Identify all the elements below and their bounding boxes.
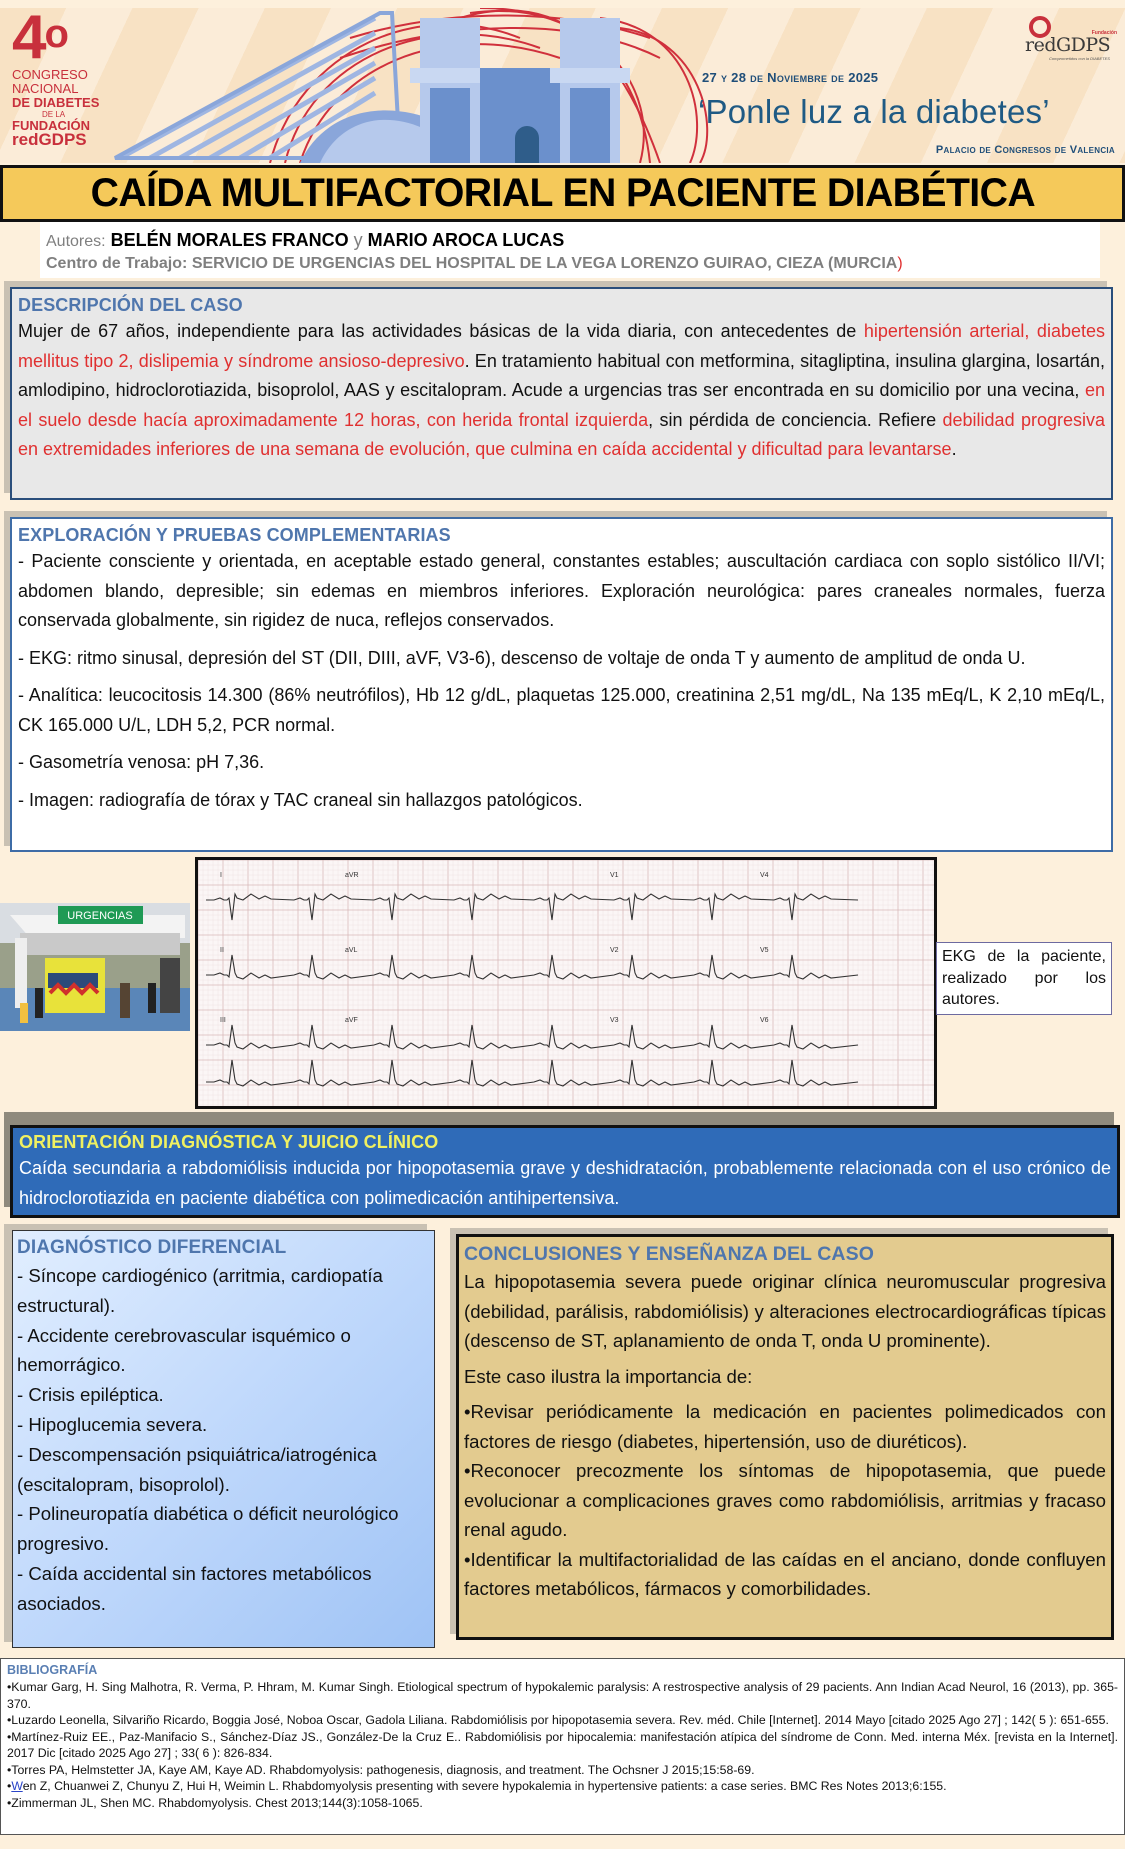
hospital-emergency-photo	[0, 903, 190, 1031]
exploration-item: - Imagen: radiografía de tórax y TAC craneal sin hallazgos patológicos.	[18, 789, 583, 810]
ekg-lead-label: V6	[760, 1017, 769, 1024]
ekg-lead-label: III	[220, 1017, 226, 1024]
ekg-lead-label: V2	[610, 947, 619, 954]
ekg-lead-label: V4	[760, 872, 769, 879]
poster-title-bar	[0, 165, 1125, 222]
ekg-lead-label: II	[220, 947, 224, 954]
ekg-trace	[206, 1025, 858, 1049]
valencia-architecture-illustration	[0, 8, 1125, 163]
ekg-lead-label: I	[220, 872, 222, 879]
ekg-trace	[206, 894, 858, 920]
author-name: MARIO AROCA LUCAS	[367, 230, 565, 250]
event-date: 27 y 28 de Noviembre de 2025	[702, 70, 879, 85]
ekg-lead-label: V5	[760, 947, 769, 954]
congress-edition-logo: 4$^o$ CONGRESO NACIONAL DE DIABETES DE LA FUNDACIÓN redGDPS	[12, 8, 100, 149]
highlighted-text: en el suelo desde hacía aproximadamente 12 horas, con herida frontal izquierda	[18, 380, 1105, 430]
bibliography-ref: •Kumar Garg, H. Sing Malhotra, R. Verma, P. Hhram, M. Kumar Singh. Etiological spectrum of hypokalemic paralysis: A restrospective analysis of 29 pacients. Ann Indian Acad Neurol, 16 (2013), pp. 365-370.	[7, 1680, 1118, 1711]
differential-item: - Hipoglucemia severa.	[17, 1413, 208, 1435]
highlighted-text: debilidad progresiva en extremidades inferiores de una semana de evolución, que culmina en caída accidental y dificultad para levantarse	[18, 409, 1105, 459]
ekg-lead-label: V1	[610, 872, 619, 879]
ekg-lead-label: aVR	[345, 872, 359, 879]
bibliography-ref: •Martínez-Ruiz EE., Paz-Manifacio S., Sánchez-Díaz JS., González-De la Cruz E.. Rabdomiólisis por hipocalemia: manifestación atípica del síndrome de Conn. Med. interna Méx. [revista en la Internet]. 2017 Dic [citado 2025 Ago 27] ; 33( 6 ): 826-834.	[7, 1729, 1118, 1760]
differential-item: - Polineuropatía diabética o déficit neurológico progresivo.	[17, 1503, 399, 1555]
differential-item: - Síncope cardiogénico (arritmia, cardiopatía estructural).	[17, 1265, 383, 1316]
section-heading: BIBLIOGRAFÍA	[7, 1663, 98, 1677]
redgdps-logo: Fundación redGDPS Comprometidos con la DIABETES	[1025, 12, 1123, 66]
poster-title: CAÍDA MULTIFACTORIAL EN PACIENTE DIABÉTICA	[90, 171, 1035, 215]
section-heading: EXPLORACIÓN Y PRUEBAS COMPLEMENTARIAS	[18, 525, 451, 545]
ekg-trace	[206, 955, 858, 979]
event-venue: Palacio de Congresos de Valencia	[935, 144, 1115, 156]
exploration-item: - EKG: ritmo sinusal, depresión del ST (DII, DIII, aVF, V3-6), descenso de voltaje de onda T y aumento de amplitud de onda U.	[18, 647, 1026, 668]
ekg-lead-label: aVF	[345, 1017, 358, 1024]
differential-item: - Accidente cerebrovascular isquémico o hemorrágico.	[17, 1324, 351, 1376]
ekg-image	[195, 857, 937, 1109]
bibliography-section	[0, 1658, 1125, 1835]
exploration-section	[10, 517, 1113, 852]
description-text-segment: . En tratamiento habitual con metformina, sitagliptina, insulina glargina, losartán, amlodipino, hidroclorotiazida, bisoprolol, AAS y escitalopram. Acude a urgencias tras ser encontrada en su domicilio por una vecina,	[18, 350, 1105, 400]
bibliography-ref: •Torres PA, Helmstetter JA, Kaye AM, Kaye AD. Rhabdomyolysis: pathogenesis, diagnosis, and treatment. The Ochsner J 2015;15:58-69.	[7, 1762, 755, 1777]
bibliography-ref: •Zimmerman JL, Shen MC. Rhabdomyolysis. Chest 2013;144(3):1058-1065.	[7, 1795, 423, 1810]
bibliography-ref: •Luzardo Leonella, Silvariño Ricardo, Boggia José, Noboa Oscar, Gadola Liliana. Rabdomiólisis por hipopotasemia severa. Rev. méd. Chile [Internet]. 2014 Mayo [citado 2025 Ago 27] ; 142( 5 ): 651-655.	[7, 1713, 1109, 1727]
section-heading: ORIENTACIÓN DIAGNÓSTICA Y JUICIO CLÍNICO	[19, 1132, 439, 1152]
conclusions-bullet: •Reconocer precozmente los síntomas de hipopotasemia, que puede evolucionar a complicaciones graves como rabdomiólisis, arritmias y fracaso renal agudo.	[464, 1460, 1106, 1540]
diagnostic-orientation-text: Caída secundaria a rabdomiólisis inducida por hipopotasemia grave y deshidratación, probablemente relacionada con el uso crónico de hidroclorotiazida en paciente diabética con polimedicación antihipertensiva.	[19, 1158, 1111, 1208]
conclusions-bullet: •Identificar la multifactorialidad de las caídas en el anciano, donde confluyen factores metabólicos, fármacos y comorbilidades.	[464, 1548, 1106, 1599]
description-text-segment: , sin pérdida de conciencia. Refiere	[648, 409, 943, 430]
authors-label: Autores:	[46, 233, 106, 250]
ekg-rhythm-strip	[206, 1060, 858, 1086]
ekg-caption: EKG de la paciente, realizado por los autores.	[936, 942, 1112, 1015]
differential-item: - Crisis epiléptica.	[17, 1384, 164, 1406]
exploration-item: - Gasometría venosa: pH 7,36.	[18, 752, 265, 772]
workplace-label: Centro de Trabajo:	[46, 255, 188, 272]
highlighted-text: hipertensión arterial, diabetes mellitus tipo 2, dislipemia y síndrome ansioso-depresivo	[18, 321, 1105, 371]
authors-block: Autores: BELÉN MORALES FRANCO y MARIO AROCA LUCAS Centro de Trabajo: SERVICIO DE URGENCIAS DEL HOSPITAL DE LA VEGA LORENZO GUIRAO, CIEZA (MURCIA)	[40, 222, 1100, 278]
description-text-segment: Mujer de 67 años, independiente para las actividades básicas de la vida diaria, con antecedentes de	[18, 321, 864, 341]
case-description-section	[10, 287, 1113, 500]
event-slogan: ‘Ponle luz a la diabetes’	[698, 93, 1050, 130]
section-heading: DESCRIPCIÓN DEL CASO	[18, 295, 243, 315]
differential-item: - Descompensación psiquiátrica/iatrogénica (escitalopram, bisoprolol).	[17, 1443, 377, 1495]
conclusions-lead: Este caso ilustra la importancia de:	[464, 1365, 753, 1387]
description-text-segment: .	[951, 439, 957, 459]
section-heading: CONCLUSIONES Y ENSEÑANZA DEL CASO	[464, 1243, 874, 1265]
bibliography-ref: •Wen Z, Chuanwei Z, Chunyu Z, Hui H, Weimin L. Rhabdomyolysis presenting with severe hypokalemia in hypertensive patients: a case series. BMC Res Notes 2013;6:155.	[7, 1779, 947, 1793]
exploration-item: - Paciente consciente y orientada, en aceptable estado general, constantes estables; auscultación cardiaca con soplo sistólico II/VI; abdomen blando, depresible; sin edemas en miembros inferiores. Exploración neurológica: pares craneales normales, fuerza conservada globalmente, sin rigidez de nuca, reflejos conservados.	[18, 551, 1105, 630]
conclusions-bullet: •Revisar periódicamente la medicación en pacientes polimedicados con factores de riesgo (diabetes, hipertensión, uso de diuréticos).	[464, 1401, 1106, 1452]
section-heading: DIAGNÓSTICO DIFERENCIAL	[17, 1237, 287, 1258]
urgencias-sign: URGENCIAS	[67, 910, 133, 922]
differential-diagnosis-section	[12, 1230, 435, 1648]
ekg-lead-label: aVL	[345, 947, 358, 954]
workplace: SERVICIO DE URGENCIAS DEL HOSPITAL DE LA VEGA LORENZO GUIRAO, CIEZA (MURCIA	[191, 255, 898, 272]
differential-item: - Caída accidental sin factores metabólicos asociados.	[17, 1562, 372, 1614]
ekg-lead-label: V3	[610, 1017, 619, 1024]
conclusions-section	[456, 1234, 1114, 1640]
exploration-item: - Analítica: leucocitosis 14.300 (86% neutrófilos), Hb 12 g/dL, plaquetas 125.000, creatinina 2,51 mg/dL, Na 135 mEq/L, K 2,10 mEq/L, CK 165.000 U/L, LDH 5,2, PCR normal.	[18, 685, 1105, 735]
case-description-text	[18, 317, 1105, 465]
diagnostic-orientation-section	[10, 1125, 1120, 1218]
author-name: BELÉN MORALES FRANCO	[110, 230, 349, 250]
conclusions-intro: La hipopotasemia severa puede originar clínica neuromuscular progresiva (debilidad, parálisis, rabdomiólisis) y alteraciones electrocardiográficas típicas (descenso de ST, aplanamiento de onda T, onda U prominente).	[464, 1271, 1106, 1351]
congress-banner	[0, 8, 1125, 163]
